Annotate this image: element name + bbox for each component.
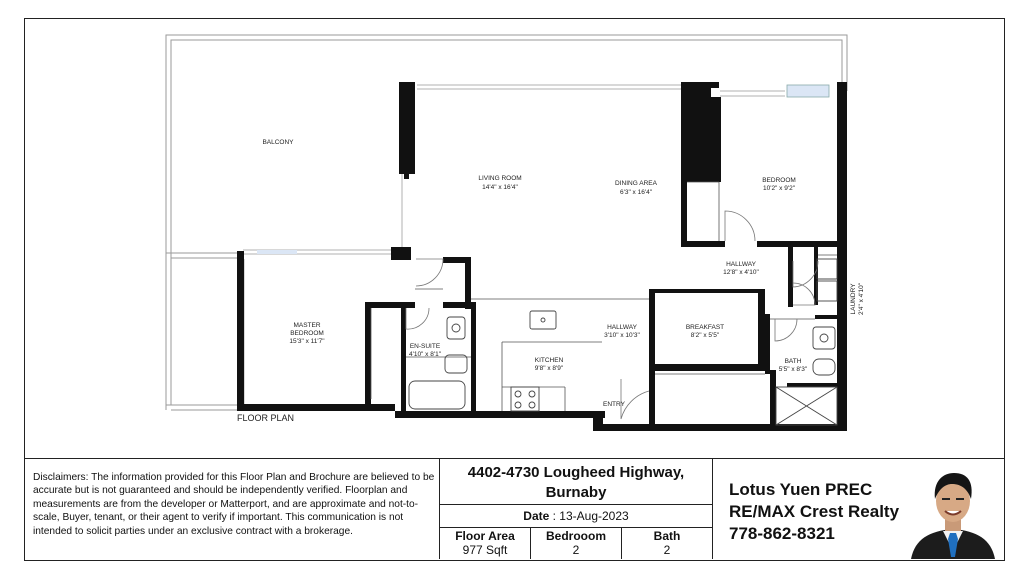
date-label: Date xyxy=(523,509,550,523)
master-bedroom-label-2: BEDROOM xyxy=(290,330,324,337)
floor-area-cell xyxy=(440,527,530,559)
bedroom-dims: 10'2" x 9'2" xyxy=(762,185,796,192)
dining-area-dims: 6'3" x 16'4" xyxy=(619,189,653,196)
breakfast-label: BREAKFAST xyxy=(685,324,725,331)
laundry-dims: 2'4" x 4'10" xyxy=(858,282,865,316)
bath-count-label: Bath xyxy=(653,529,681,543)
floor-plan-title: FLOOR PLAN xyxy=(237,413,295,423)
entry-label: ENTRY xyxy=(603,401,625,408)
agent-portrait-icon xyxy=(907,467,999,559)
living-room-label: LIVING ROOM xyxy=(478,175,522,182)
kitchen-label: KITCHEN xyxy=(534,357,564,364)
walls xyxy=(237,82,847,431)
window-highlight xyxy=(787,85,829,97)
hallway-mid-dims: 3'10" x 10'3" xyxy=(604,332,640,339)
address-line-2: Burnaby xyxy=(545,484,607,501)
agent-brokerage: RE/MAX Crest Realty xyxy=(729,502,900,521)
dining-area-label: DINING AREA xyxy=(615,180,657,187)
date-value: : 13-Aug-2023 xyxy=(552,509,629,523)
balcony-label: BALCONY xyxy=(262,139,294,146)
bath-dims: 5'5" x 8'3" xyxy=(778,366,808,373)
ensuite-label: EN-SUITE xyxy=(409,343,441,350)
window-highlight-master-top xyxy=(257,250,297,254)
property-stats xyxy=(440,527,712,559)
interior-lines xyxy=(371,182,837,411)
bedroom-cell xyxy=(530,527,621,559)
master-bedroom-dims: 15'3" x 11'7" xyxy=(289,338,325,345)
kitchen-dims: 9'8" x 8'9" xyxy=(534,365,564,372)
agent-contact xyxy=(729,479,899,545)
address-line-1: 4402-4730 Lougheed Highway, xyxy=(467,464,685,481)
date-row xyxy=(440,504,712,528)
bedroom-count-value: 2 xyxy=(572,543,580,557)
property-address xyxy=(440,463,712,503)
bath-count-value: 2 xyxy=(663,543,671,557)
laundry-label: LAUNDRY xyxy=(850,283,857,315)
room-labels xyxy=(262,139,865,408)
ensuite-dims: 4'10" x 8'1" xyxy=(408,351,442,358)
bath-label: BATH xyxy=(784,358,802,365)
agent-phone[interactable]: 778-862-8321 xyxy=(729,524,835,543)
bedroom-count-label: Bedrooom xyxy=(546,529,606,543)
info-bar xyxy=(24,458,1005,561)
hallway-top-label: HALLWAY xyxy=(726,261,756,268)
master-bedroom-label: MASTER xyxy=(293,322,321,329)
agent-name: Lotus Yuen PREC xyxy=(729,480,873,499)
hallway-top-dims: 12'8" x 4'10" xyxy=(723,269,759,276)
living-room-dims: 14'4" x 16'4" xyxy=(482,184,518,191)
disclaimer-text: Disclaimers: The information provided for this Floor Plan and Brochure are believed to be accurate but is not guaranteed and should be independently verified. Floorplan and measurements are from the developer or Matterport, and are approximate and not-to-scale, Buyer, tenant, or their agent to verify if important. This communication is not intended to solicit parties under an exclusive contract with a brokerage. xyxy=(33,472,435,537)
hallway-mid-label: HALLWAY xyxy=(607,324,637,331)
breakfast-dims: 8'2" x 5'5" xyxy=(690,332,720,339)
bath-cell xyxy=(621,527,712,559)
property-details xyxy=(439,459,713,559)
bedroom-label: BEDROOM xyxy=(762,177,796,184)
floor-plan-drawing xyxy=(25,19,1005,459)
floor-area-value: 977 Sqft xyxy=(462,543,508,557)
floor-area-label: Floor Area xyxy=(455,529,515,543)
door-swings xyxy=(406,211,818,419)
